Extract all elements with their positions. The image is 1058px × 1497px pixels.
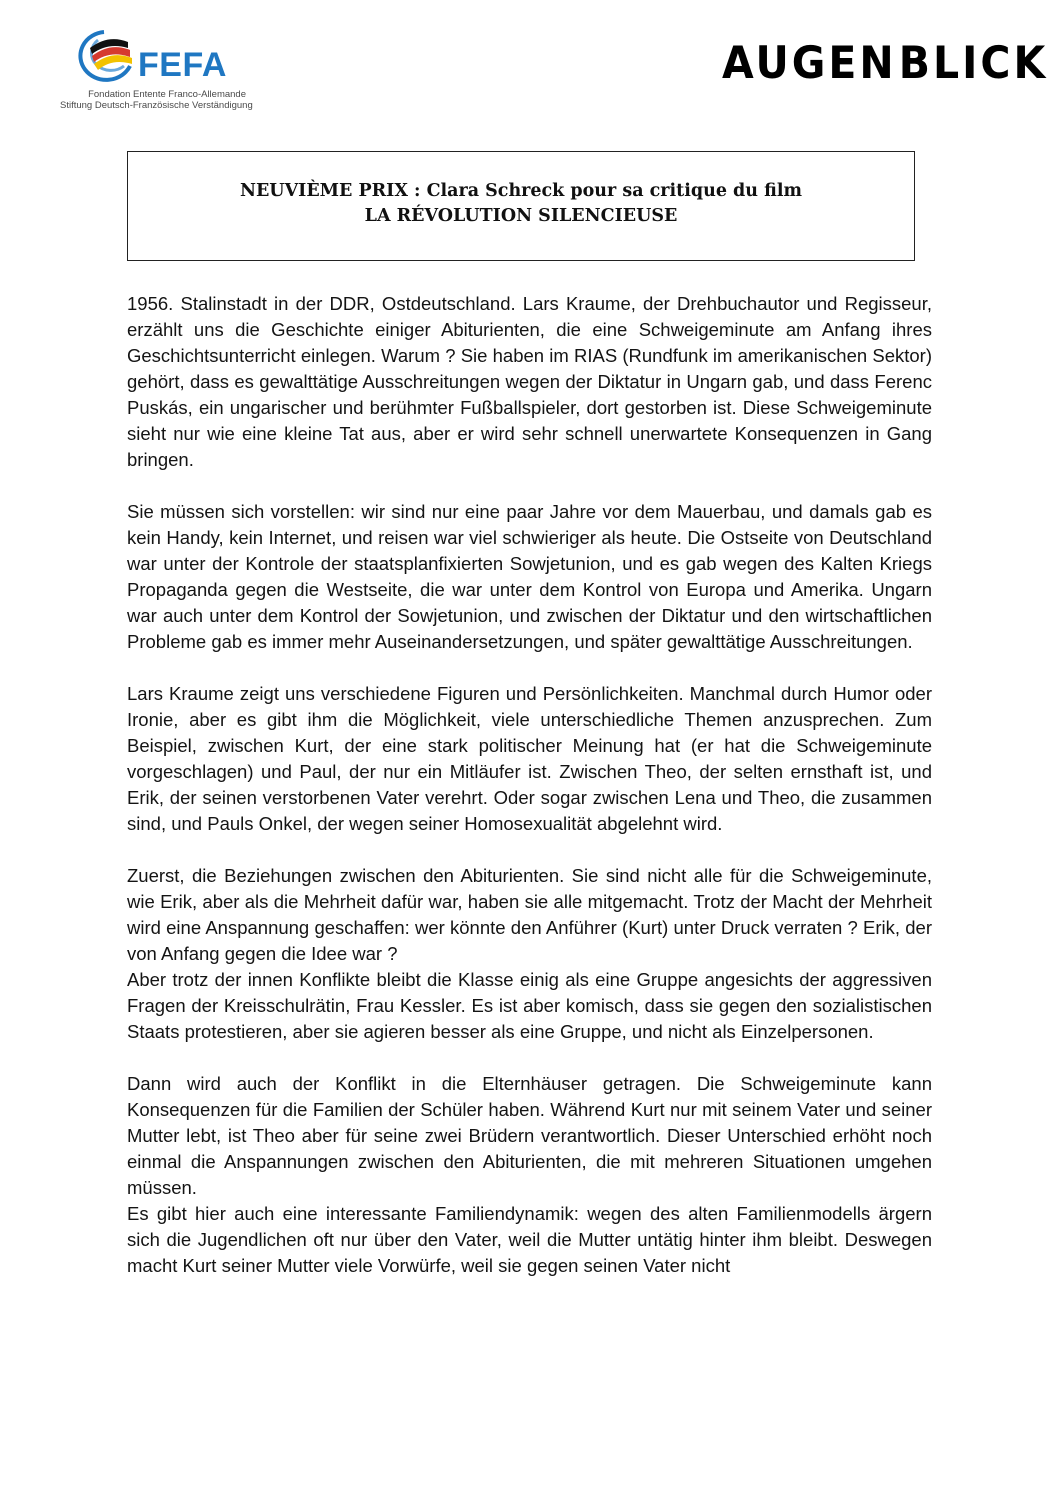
augenblick-wordmark-part1: AUGEN xyxy=(722,36,897,89)
paragraph-5: Aber trotz der innen Konflikte bleibt die Klasse einig als eine Gruppe angesichts der aggressiven Fragen der Kreisschulrätin, Frau Kessler. Es ist aber komisch, dass sie gegen den sozialistischen Staats protestieren, aber sie agieren besser als eine Gruppe, und nicht als Einzelpersonen. xyxy=(127,969,932,1042)
augenblick-logo xyxy=(722,36,1049,90)
fefa-wordmark: FEFA xyxy=(138,46,227,84)
paragraph-2: Sie müssen sich vorstellen: wir sind nur eine paar Jahre vor dem Mauerbau, und damals gab es kein Handy, kein Internet, und reisen war viel schwieriger als heute. Die Ostseite von Deutschland war unter der Kontrole der staatsplanfixierten Sowjetunion, und es gab wegen des Kalten Kriegs Propaganda gegen die Westseite, die war unter dem Kontrol von Europa und Amerika. Ungarn war auch unter dem Kontrol der Sowjetunion, und zwischen der Diktatur und den wirtschaftlichen Probleme gab es immer mehr Auseinandersetzungen, und später gewalttätige Ausschreitungen. xyxy=(127,501,932,652)
fefa-subtitle xyxy=(60,89,253,111)
paragraph-6: Dann wird auch der Konflikt in die Elternhäuser getragen. Die Schweigeminute kann Konsequenzen für die Familien der Schüler haben. Während Kurt nur mit seinem Vater und seiner Mutter lebt, ist Theo aber für seine zwei Brüdern verantwortlich. Dieser Unterschied erhöht noch einmal die Anspannungen zwischen den Abiturienten, die mit mehreren Situationen umgehen müssen. xyxy=(127,1073,932,1198)
fefa-emblem-icon xyxy=(74,26,140,84)
paragraph-4: Zuerst, die Beziehungen zwischen den Abiturienten. Sie sind nicht alle für die Schweigeminute, wie Erik, aber als die Mehrheit dafür war, haben sie alle mitgemacht. Trotz der Macht der Mehrheit wird eine Anspannung geschaffen: wer könnte den Anführer (Kurt) unter Druck verraten ? Erik, der von Anfang gegen die Idee war ? xyxy=(127,865,932,964)
award-title: NEUVIÈME PRIX : Clara Schreck pour sa critique du film xyxy=(239,181,803,201)
augenblick-wordmark-part2: BLICK xyxy=(898,36,1049,89)
paragraph-7: Es gibt hier auch eine interessante Familiendynamik: wegen des alten Familienmodells ärgern sich die Jugendlichen oft nur über den Vater, weil die Mutter untätig hinter ihm bleibt. Deswegen macht Kurt seiner Mutter viele Vorwürfe, weil sie gegen seinen Vater nicht xyxy=(127,1203,932,1276)
title-box xyxy=(127,151,915,261)
article-body xyxy=(127,291,932,1279)
fefa-subtitle-line1: Fondation Entente Franco-Allemande xyxy=(88,89,246,100)
fefa-subtitle-line2: Stiftung Deutsch-Französische Verständigung xyxy=(60,100,253,111)
film-title: LA RÉVOLUTION SILENCIEUSE xyxy=(364,206,678,226)
paragraph-1: 1956. Stalinstadt in der DDR, Ostdeutschland. Lars Kraume, der Drehbuchautor und Regisseur, erzählt uns die Geschichte einiger Abiturienten, die eine Schweigeminute am Anfang ihres Geschichtsunterricht einlegen. Warum ? Sie haben im RIAS (Rundfunk im amerikanischen Sektor) gehört, dass es gewalttätige Ausschreitungen wegen der Diktatur in Ungarn gab, und dass Ferenc Puskás, ein ungarischer und berühmter Fußballspieler, dort gestorben ist. Diese Schweigeminute sieht nur wie eine kleine Tat aus, aber er wird sehr schnell unerwartete Konsequenzen in Gang bringen. xyxy=(127,293,932,470)
fefa-logo xyxy=(58,24,253,114)
paragraph-3: Lars Kraume zeigt uns verschiedene Figuren und Persönlichkeiten. Manchmal durch Humor oder Ironie, aber es gibt ihm die Möglichkeit, viele unterschiedliche Themen anzusprechen. Zum Beispiel, zwischen Kurt, der eine stark politischer Meinung hat (er hat die Schweigeminute vorgeschlagen) und Paul, der nur ein Mitläufer ist. Zwischen Theo, der selten ernsthaft ist, und Erik, der seinen verstorbenen Vater verehrt. Oder sogar zwischen Lena und Theo, die zusammen sind, und Pauls Onkel, der wegen seiner Homosexualität abgelehnt wird. xyxy=(127,683,932,834)
